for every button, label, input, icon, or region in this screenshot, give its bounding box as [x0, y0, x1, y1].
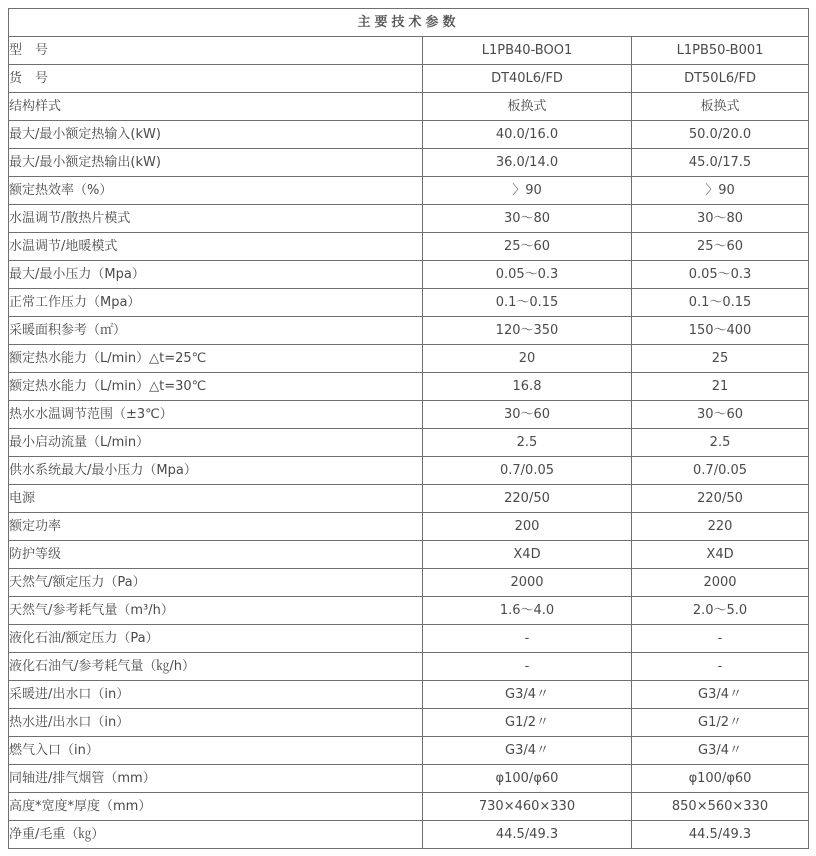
row-value-model-2: 2.5 [632, 429, 809, 457]
row-value-model-1: 20 [423, 345, 632, 373]
spec-sheet [8, 8, 808, 849]
row-value-model-1: 730×460×330 [423, 793, 632, 821]
row-value-model-2: 2000 [632, 569, 809, 597]
row-label: 热水进/出水口（in） [9, 709, 423, 737]
row-label: 货 号 [9, 65, 423, 93]
row-value-model-2: - [632, 653, 809, 681]
row-value-model-2: 30～60 [632, 401, 809, 429]
row-value-model-2: 44.5/49.3 [632, 821, 809, 849]
row-value-model-1: 120～350 [423, 317, 632, 345]
row-label: 最大/最小额定热输入(kW) [9, 121, 423, 149]
row-value-model-1: 0.1～0.15 [423, 289, 632, 317]
row-value-model-2: 25～60 [632, 233, 809, 261]
table-row [9, 121, 809, 149]
table-row [9, 429, 809, 457]
row-label: 最大/最小压力（Mpa） [9, 261, 423, 289]
row-value-model-1: 〉90 [423, 177, 632, 205]
row-value-model-2: G3/4〃 [632, 737, 809, 765]
table-row [9, 765, 809, 793]
row-label: 额定功率 [9, 513, 423, 541]
row-value-model-1: 2.5 [423, 429, 632, 457]
table-row [9, 569, 809, 597]
row-value-model-2: 850×560×330 [632, 793, 809, 821]
table-row [9, 793, 809, 821]
row-label: 高度*宽度*厚度（mm） [9, 793, 423, 821]
table-row [9, 821, 809, 849]
row-value-model-2: 2.0～5.0 [632, 597, 809, 625]
row-value-model-2: φ100/φ60 [632, 765, 809, 793]
row-label: 额定热水能力（L/min）△t=30℃ [9, 373, 423, 401]
table-row [9, 233, 809, 261]
table-row [9, 625, 809, 653]
row-value-model-2: - [632, 625, 809, 653]
row-label: 防护等级 [9, 541, 423, 569]
table-title: 主要技术参数 [9, 9, 809, 37]
row-value-model-1: G3/4〃 [423, 681, 632, 709]
table-row [9, 149, 809, 177]
row-label: 液化石油气/参考耗气量（㎏/h） [9, 653, 423, 681]
table-row [9, 345, 809, 373]
row-value-model-1: 板换式 [423, 93, 632, 121]
row-value-model-2: G3/4〃 [632, 681, 809, 709]
table-row [9, 65, 809, 93]
table-row [9, 709, 809, 737]
table-row [9, 317, 809, 345]
row-value-model-1: 36.0/14.0 [423, 149, 632, 177]
row-value-model-2: G1/2〃 [632, 709, 809, 737]
row-value-model-2: 板换式 [632, 93, 809, 121]
row-value-model-1: - [423, 625, 632, 653]
row-value-model-1: L1PB40-BOO1 [423, 37, 632, 65]
row-value-model-2: 0.1～0.15 [632, 289, 809, 317]
row-label: 最大/最小额定热输出(kW) [9, 149, 423, 177]
row-label: 液化石油/额定压力（Pa） [9, 625, 423, 653]
row-value-model-2: 25 [632, 345, 809, 373]
row-label: 天然气/参考耗气量（m³/h） [9, 597, 423, 625]
row-label: 额定热效率（%） [9, 177, 423, 205]
row-value-model-2: 21 [632, 373, 809, 401]
table-row [9, 177, 809, 205]
row-value-model-2: 0.05～0.3 [632, 261, 809, 289]
row-value-model-2: DT50L6/FD [632, 65, 809, 93]
row-value-model-1: 220/50 [423, 485, 632, 513]
row-value-model-1: 200 [423, 513, 632, 541]
row-value-model-2: L1PB50-B001 [632, 37, 809, 65]
row-label: 正常工作压力（Mpa） [9, 289, 423, 317]
row-value-model-1: 40.0/16.0 [423, 121, 632, 149]
row-value-model-1: 0.7/0.05 [423, 457, 632, 485]
row-label: 电源 [9, 485, 423, 513]
row-label: 型 号 [9, 37, 423, 65]
row-value-model-1: DT40L6/FD [423, 65, 632, 93]
table-row [9, 681, 809, 709]
row-value-model-2: 〉90 [632, 177, 809, 205]
title-row [9, 9, 809, 37]
table-row [9, 737, 809, 765]
table-row [9, 513, 809, 541]
table-row [9, 597, 809, 625]
row-value-model-2: 45.0/17.5 [632, 149, 809, 177]
row-value-model-1: X4D [423, 541, 632, 569]
row-label: 额定热水能力（L/min）△t=25℃ [9, 345, 423, 373]
row-value-model-1: 25～60 [423, 233, 632, 261]
row-value-model-1: 30～80 [423, 205, 632, 233]
row-value-model-2: 50.0/20.0 [632, 121, 809, 149]
row-value-model-2: 220 [632, 513, 809, 541]
row-value-model-1: G3/4〃 [423, 737, 632, 765]
row-value-model-2: 30～80 [632, 205, 809, 233]
table-row [9, 485, 809, 513]
table-row [9, 373, 809, 401]
row-label: 采暖进/出水口（in） [9, 681, 423, 709]
row-value-model-2: X4D [632, 541, 809, 569]
table-row [9, 37, 809, 65]
row-label: 热水水温调节范围（±3℃） [9, 401, 423, 429]
table-row [9, 653, 809, 681]
row-value-model-1: - [423, 653, 632, 681]
table-row [9, 261, 809, 289]
row-label: 采暖面积参考（㎡） [9, 317, 423, 345]
row-value-model-1: 1.6～4.0 [423, 597, 632, 625]
row-label: 水温调节/地暖模式 [9, 233, 423, 261]
table-row [9, 93, 809, 121]
spec-table [8, 8, 809, 849]
row-label: 结构样式 [9, 93, 423, 121]
table-row [9, 457, 809, 485]
table-row [9, 289, 809, 317]
row-label: 天然气/额定压力（Pa） [9, 569, 423, 597]
row-value-model-1: φ100/φ60 [423, 765, 632, 793]
table-row [9, 205, 809, 233]
row-value-model-1: G1/2〃 [423, 709, 632, 737]
row-value-model-1: 16.8 [423, 373, 632, 401]
row-value-model-1: 30～60 [423, 401, 632, 429]
row-value-model-1: 44.5/49.3 [423, 821, 632, 849]
row-label: 最小启动流量（L/min） [9, 429, 423, 457]
row-value-model-2: 0.7/0.05 [632, 457, 809, 485]
row-label: 供水系统最大/最小压力（Mpa） [9, 457, 423, 485]
table-row [9, 541, 809, 569]
row-value-model-2: 150～400 [632, 317, 809, 345]
row-value-model-1: 2000 [423, 569, 632, 597]
row-value-model-1: 0.05～0.3 [423, 261, 632, 289]
table-row [9, 401, 809, 429]
row-value-model-2: 220/50 [632, 485, 809, 513]
row-label: 净重/毛重（㎏） [9, 821, 423, 849]
row-label: 同轴进/排气烟管（mm） [9, 765, 423, 793]
row-label: 燃气入口（in） [9, 737, 423, 765]
row-label: 水温调节/散热片模式 [9, 205, 423, 233]
